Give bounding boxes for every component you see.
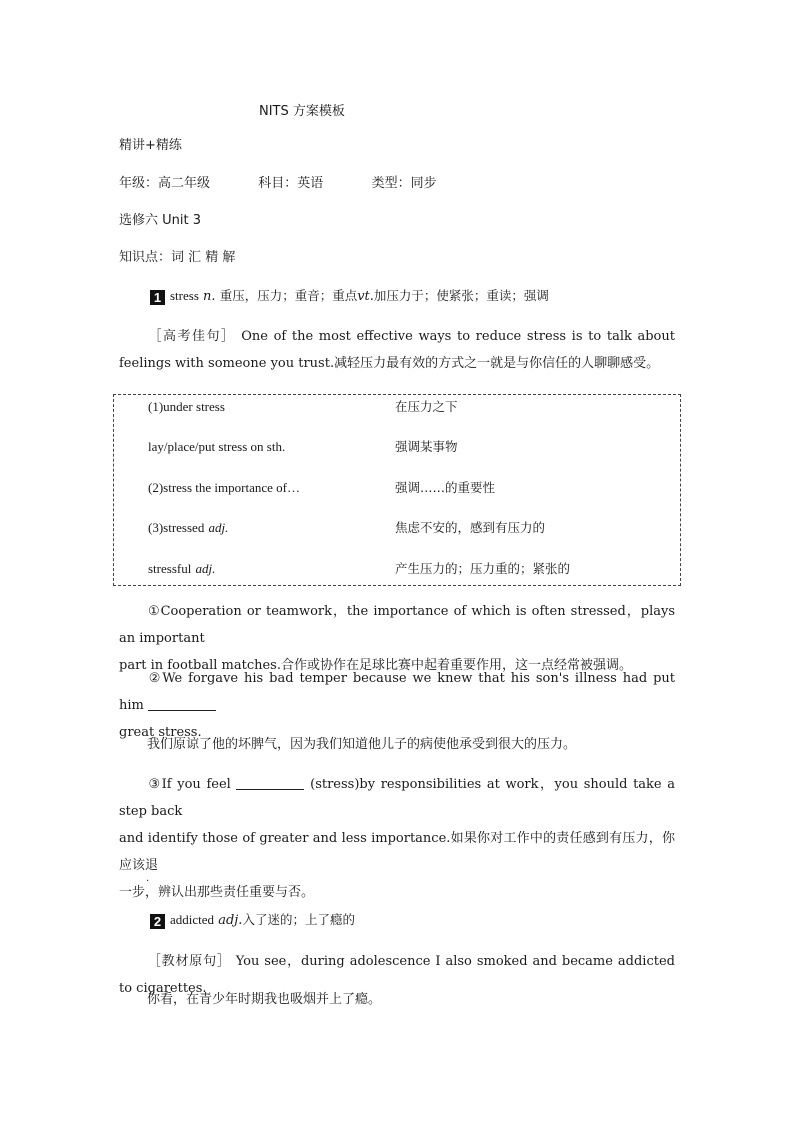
phrase-1-zh: 在压力之下 — [395, 399, 458, 414]
subject-label: 科目：英语 — [258, 176, 324, 191]
phrase-5-zh: 产生压力的；压力重的；紧张的 — [395, 561, 571, 576]
item-number-badge: 2 — [150, 914, 165, 929]
phrase-2-en: lay/place/put stress on sth. — [148, 439, 286, 454]
part-of-speech: adj. — [218, 913, 243, 928]
part-of-speech: n. — [203, 289, 216, 304]
fill-blank-1[interactable] — [148, 698, 216, 711]
example-2-translation: 我们原谅了他的坏脾气，因为我们知道他儿子的病使他承受到很大的压力。 — [147, 737, 577, 752]
phrase-4-zh: 焦虑不安的，感到有压力的 — [395, 520, 546, 535]
phrase-4-en: (3)stressed adj. — [148, 520, 229, 535]
subtitle: 精讲+精练 — [119, 138, 182, 153]
unit-label: 选修六 Unit 3 — [119, 213, 201, 228]
example-3: ③If you feel (stress)by responsibilities at work，you should take a step back and identify those of greater and less importance.如果你对工作中的责任感到有压力，你应该退 一步，辨认出那些责任重要与否。 — [119, 777, 676, 900]
phrase-3-en: (2)stress the importance of… — [148, 480, 300, 495]
exam-sentence-tag: ［高考佳句］ — [147, 329, 236, 344]
item-1-heading — [150, 287, 706, 306]
item-number-badge: 1 — [150, 290, 165, 305]
exam-sentence — [119, 323, 675, 377]
exam-sentence-zh: 减轻压力最有效的方式之一就是与你信任的人聊聊感受。 — [334, 356, 660, 371]
phrase-3-zh: 强调……的重要性 — [395, 480, 496, 495]
definition-verb: 加压力于；使紧张；重读；强调 — [373, 288, 549, 303]
phrase-2-zh: 强调某事物 — [395, 439, 458, 454]
textbook-sentence-zh: 你看，在青少年时期我也吸烟并上了瘾。 — [147, 992, 382, 1007]
example-2: ②We forgave his bad temper because we knew that his son's illness had put him great stress. — [119, 671, 675, 740]
textbook-sentence-en: You see，during adolescence I also smoked and became addicted to cigarettes. — [119, 954, 675, 996]
phrase-1-en: (1)under stress — [148, 399, 225, 414]
meta-row — [119, 175, 675, 193]
stray-dot: . — [146, 873, 150, 884]
type-label: 类型：同步 — [371, 176, 437, 191]
item-2-heading — [150, 911, 706, 930]
definition: 入了迷的；上了瘾的 — [242, 912, 355, 927]
knowledge-label: 知识点：词 汇 精 解 — [119, 250, 236, 265]
page-title: NITS 方案模板 — [259, 104, 345, 119]
exam-sentence-en: One of the most effective ways to reduce stress is to talk about feelings with someone you trust. — [119, 329, 675, 371]
headword: stress — [170, 288, 199, 303]
definition-noun: 重压，压力；重音；重点 — [219, 288, 358, 303]
textbook-sentence-tag: ［教材原句］ — [147, 954, 231, 969]
example-1: ①Cooperation or teamwork，the importance of which is often stressed，plays an important part in football matches.合作或协作在足球比赛中起着重要作用，这一点经常被强调。 — [119, 604, 675, 673]
fill-blank-2[interactable] — [236, 777, 304, 790]
headword: addicted — [170, 912, 215, 927]
grade-label: 年级：高二年级 — [119, 176, 211, 191]
phrase-5-en: stressful adj. — [148, 561, 216, 576]
part-of-speech-verb: vt. — [357, 289, 374, 304]
